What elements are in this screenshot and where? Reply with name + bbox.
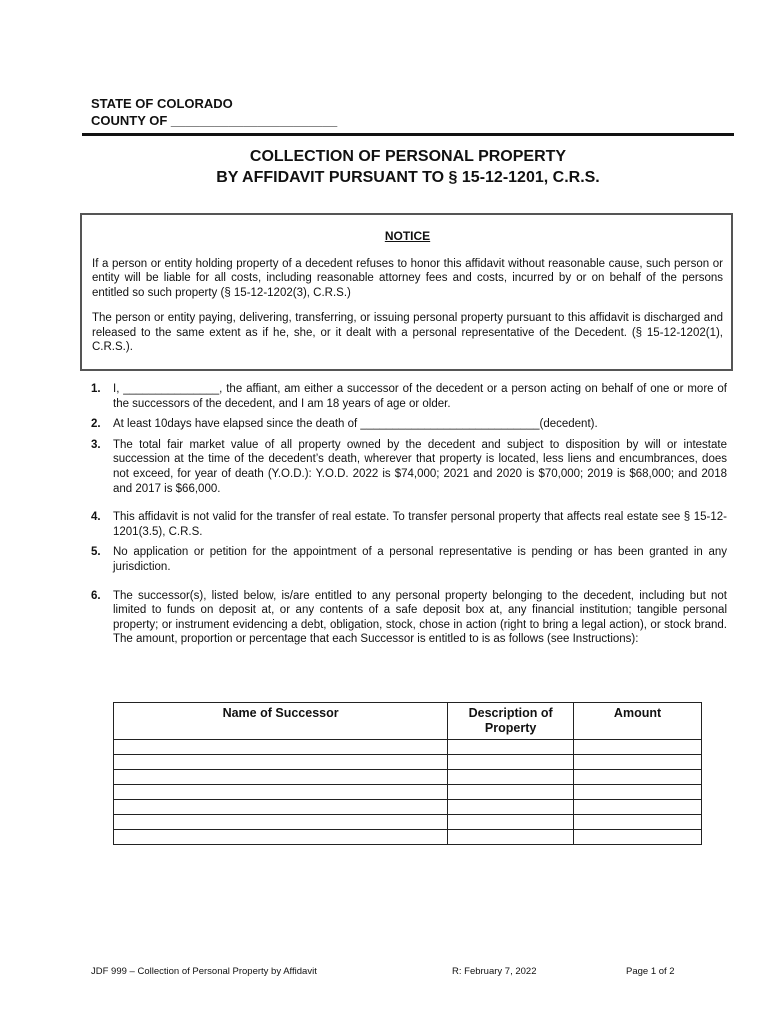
header-name-of-successor: Name of Successor (114, 703, 448, 740)
table-row (114, 755, 702, 770)
statement-text[interactable]: At least 10days have elapsed since the death of ____________________________(decedent). (113, 418, 598, 431)
table-row (114, 785, 702, 800)
statement-text: No application or petition for the appointment of a personal representative is pending or has been granted in any jurisdiction. (113, 546, 727, 573)
header-amount: Amount (574, 703, 702, 740)
table-row (114, 770, 702, 785)
statement-6 (91, 589, 727, 647)
statement-text: The successor(s), listed below, is/are entitled to any personal property belonging to the decedent, including but not limited to funds on deposit at, or any contents of a safe deposit box at, any financial institution; tangible personal property; or instrument evidencing a debt, obligation, stock, chose in action (right to bring a legal action), or stock brand. The amount, proportion or percentage that each Successor is entitled to is as follows (see Instructions): (113, 589, 727, 646)
statement-number: 4. (91, 511, 101, 524)
successor-name-cell[interactable] (114, 800, 448, 815)
title-line-2: BY AFFIDAVIT PURSUANT TO § 15-12-1201, C.R.S. (216, 169, 600, 186)
amount-cell[interactable] (574, 815, 702, 830)
property-description-cell[interactable] (448, 830, 574, 845)
successor-table-wrapper (113, 702, 702, 845)
property-description-cell[interactable] (448, 740, 574, 755)
notice-paragraph-1: If a person or entity holding property of a decedent refuses to honor this affidavit without reasonable cause, such person or entity will be liable for all costs, including reasonable attorney fees and costs, incurred by or on behalf of the persons entitled so such property (§ 15-12-1202(3), C.R.S.) (92, 257, 723, 299)
table-row (114, 800, 702, 815)
affidavit-statements (91, 382, 727, 653)
successor-name-cell[interactable] (114, 755, 448, 770)
property-description-cell[interactable] (448, 770, 574, 785)
header-description-of-property: Description of Property (448, 703, 574, 740)
successor-name-cell[interactable] (114, 815, 448, 830)
table-row (114, 830, 702, 845)
amount-cell[interactable] (574, 830, 702, 845)
document-title (82, 146, 734, 188)
statement-number: 1. (91, 383, 101, 395)
successor-name-cell[interactable] (114, 830, 448, 845)
table-header-row (114, 703, 702, 740)
property-description-cell[interactable] (448, 785, 574, 800)
statement-number: 5. (91, 546, 101, 559)
amount-cell[interactable] (574, 800, 702, 815)
amount-cell[interactable] (574, 755, 702, 770)
property-description-cell[interactable] (448, 800, 574, 815)
statement-2 (91, 417, 727, 432)
table-row (114, 815, 702, 830)
footer-page-number: Page 1 of 2 (626, 966, 675, 977)
caption-header (91, 95, 337, 129)
successor-name-cell[interactable] (114, 770, 448, 785)
statement-4 (91, 510, 727, 539)
table-row (114, 740, 702, 755)
state-line: STATE OF COLORADO (91, 96, 233, 111)
successor-table (113, 702, 702, 845)
property-description-cell[interactable] (448, 815, 574, 830)
statement-text: This affidavit is not valid for the transfer of real estate. To transfer personal property that affects real estate see § 15-12-1201(3.5), C.R.S. (113, 511, 727, 538)
property-description-cell[interactable] (448, 755, 574, 770)
successor-name-cell[interactable] (114, 740, 448, 755)
notice-box (80, 213, 733, 371)
amount-cell[interactable] (574, 785, 702, 800)
notice-paragraph-2: The person or entity paying, delivering, transferring, or issuing personal property pursuant to this affidavit is discharged and released to the same extent as if he, she, or it dealt with a personal representative of the Decedent. (§ 15-12-1202(1), C.R.S.). (92, 312, 723, 353)
statement-1 (91, 382, 727, 411)
statement-number: 2. (91, 418, 101, 431)
statement-text: The total fair market value of all property owned by the decedent and subject to disposition by will or intestate succession at the time of the decedent’s death, wherever that property is located, less liens and encumbrances, does not exceed, for year of death (Y.O.D.): Y.O.D. 2022 is $74,000; 2021 and 2020 is $70,000; 2019 is $68,000; and 2018 and 2017 is $66,000. (113, 438, 727, 495)
statement-number: 6. (91, 589, 101, 602)
header-divider (82, 133, 734, 136)
notice-heading: NOTICE (384, 229, 431, 243)
statement-3 (91, 438, 727, 496)
amount-cell[interactable] (574, 770, 702, 785)
footer-form-name: JDF 999 – Collection of Personal Property by Affidavit (91, 966, 317, 977)
amount-cell[interactable] (574, 740, 702, 755)
statement-5 (91, 545, 727, 574)
statement-text[interactable]: I, _______________, the affiant, am either a successor of the decedent or a person acting on behalf of one or more of the successors of the decedent, and I am 18 years of age or older. (113, 383, 727, 410)
statement-number: 3. (91, 438, 101, 451)
title-line-1: COLLECTION OF PERSONAL PROPERTY (249, 148, 567, 165)
successor-name-cell[interactable] (114, 785, 448, 800)
footer-revision-date: R: February 7, 2022 (452, 966, 537, 977)
county-line[interactable]: COUNTY OF _______________________ (91, 113, 338, 128)
